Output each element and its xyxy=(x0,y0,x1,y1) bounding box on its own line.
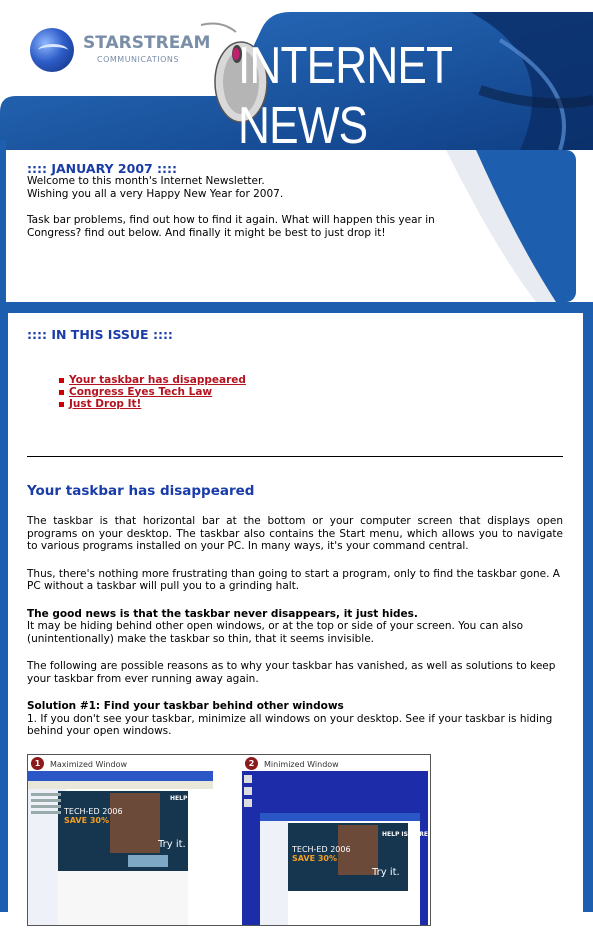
toc-item xyxy=(69,398,563,410)
link-congress-tech-law[interactable]: Congress Eyes Tech Law xyxy=(69,385,213,398)
main-panel xyxy=(8,313,583,933)
ad-help: HELP IS HERE xyxy=(170,794,216,802)
step-badge: 1 xyxy=(31,757,44,770)
link-just-drop-it[interactable]: Just Drop It! xyxy=(69,397,142,410)
intro-summary: Task bar problems, find out how to find it again. What will happen this year in Congress? find out below. And finally it might be best to just drop it! xyxy=(27,214,435,239)
article-paragraph: Thus, there's nothing more frustrating than going to start a program, only to find the taskbar gone. A PC without a taskbar will pull you to a grinding halt. xyxy=(27,567,560,592)
step-badge: 2 xyxy=(245,757,258,770)
ad-cta: Try it. xyxy=(372,866,400,878)
ad-cta: Try it. xyxy=(158,838,186,850)
left-border-strip xyxy=(0,302,8,912)
good-news-block xyxy=(27,608,563,646)
shot-label: Minimized Window xyxy=(264,759,339,769)
ad-title: TECH-ED 2006 xyxy=(292,844,351,854)
table-of-contents xyxy=(27,374,563,410)
welcome-line: Welcome to this month's Internet Newsletter. xyxy=(27,175,265,187)
screenshot-comparison xyxy=(27,754,431,926)
article-paragraph: The taskbar is that horizontal bar at the bottom or your computer screen that displays open programs on your desktop. The taskbar also contains the Start menu, which allows you to navigate to various programs installed on your PC. In many ways, it's your command central. xyxy=(27,515,563,552)
maximized-window-shot xyxy=(28,755,228,925)
ad-discount: SAVE 30% xyxy=(292,853,337,863)
article-title: Your taskbar has disappeared xyxy=(27,482,255,499)
minimized-window-shot xyxy=(242,755,430,925)
newsletter-header xyxy=(0,0,593,150)
solution-text: 1. If you don't see your taskbar, minimize all windows on your desktop. See if your taskbar is hiding behind your open windows. xyxy=(27,712,553,737)
in-this-issue-heading: :::: IN THIS ISSUE :::: xyxy=(27,327,173,342)
intro-panel xyxy=(6,150,576,302)
solution-block xyxy=(27,700,563,738)
intro-panel-shading xyxy=(436,150,576,302)
ad-help: HELP IS HERE xyxy=(382,830,428,838)
toc-item xyxy=(69,374,563,386)
brand-name: STARSTREAM xyxy=(83,33,211,53)
brand-subtitle: COMMUNICATIONS xyxy=(97,55,179,64)
solution-title: Solution #1: Find your taskbar behind other windows xyxy=(27,700,344,712)
issue-month: :::: JANUARY 2007 :::: xyxy=(27,161,178,176)
wishes-line: Wishing you all a very Happy New Year for 2007. xyxy=(27,188,284,200)
article-paragraph: The following are possible reasons as to why your taskbar has vanished, as well as solutions to keep your taskbar from ever running away again. xyxy=(27,660,556,685)
panel-gap xyxy=(0,302,593,313)
toc-item xyxy=(69,386,563,398)
right-border-strip xyxy=(583,302,593,912)
left-intro-strip xyxy=(0,140,6,310)
shot-label: Maximized Window xyxy=(50,759,128,769)
section-divider xyxy=(27,456,563,457)
ad-title: TECH-ED 2006 xyxy=(64,806,123,816)
link-taskbar-disappeared[interactable]: Your taskbar has disappeared xyxy=(69,373,246,386)
article-paragraph: It may be hiding behind other open windows, or at the top or side of your screen. You can also (unintentionally) make the taskbar so thin, that it seems invisible. xyxy=(27,620,524,645)
ad-discount: SAVE 30% xyxy=(64,815,109,825)
newsletter-title: INTERNET NEWS xyxy=(238,37,452,150)
globe-icon xyxy=(30,28,74,72)
intro-text xyxy=(27,162,437,240)
good-news-bold: The good news is that the taskbar never disappears, it just hides. xyxy=(27,607,418,620)
